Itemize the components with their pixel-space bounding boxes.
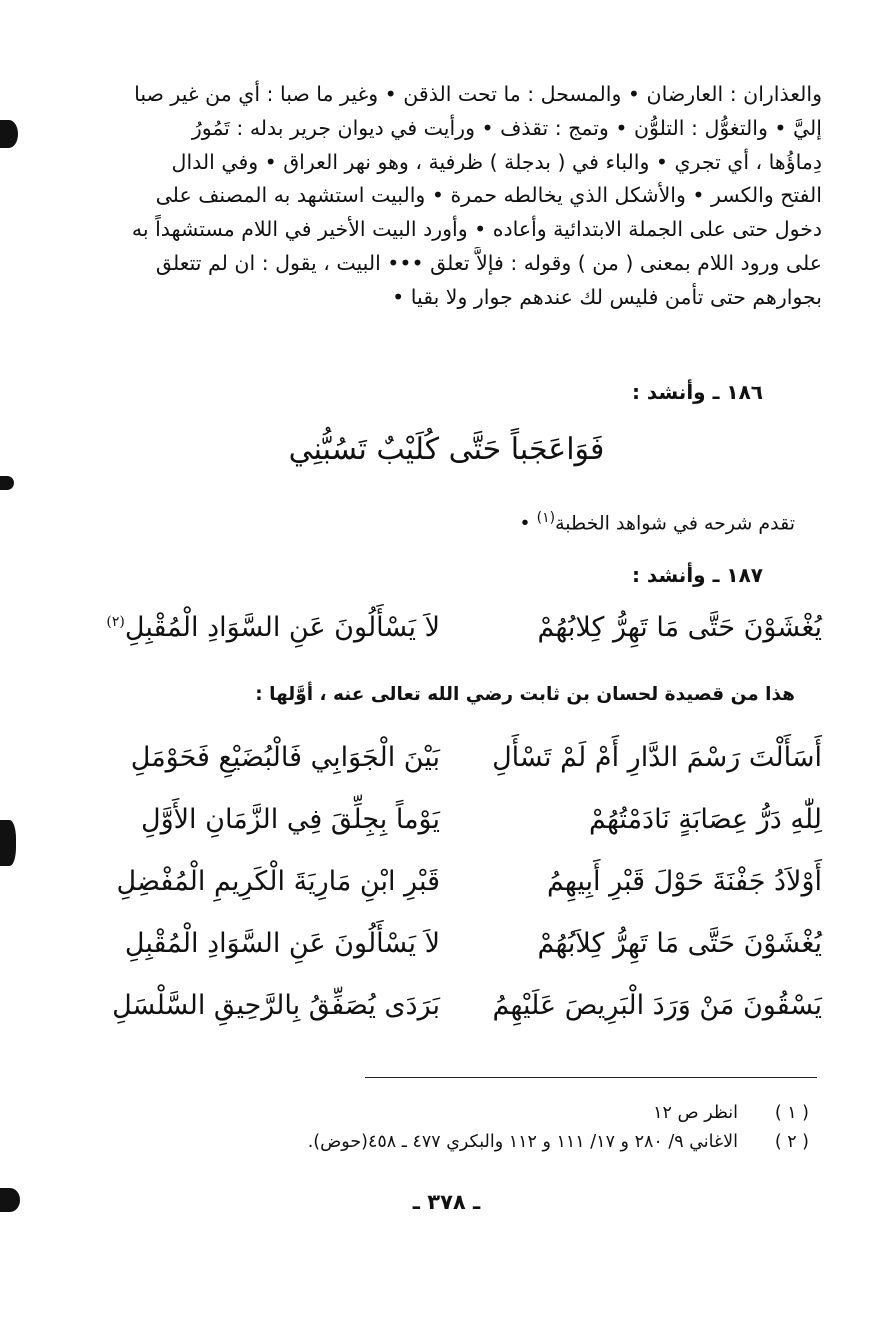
verse-second-text: لاَ يَسْأَلُونَ عَنِ السَّوَادِ الْمُقْبِلِ bbox=[124, 612, 440, 643]
poem-verse bbox=[70, 804, 822, 860]
paragraph-line: بجوارهم حتى تأمن فليس لك عندهم جوار ولا بقيا • bbox=[392, 284, 822, 309]
footnote-text: انظر ص ١٢ bbox=[653, 1103, 738, 1123]
footnote-text: الاغاني ٩/ ٢٨٠ و ١٧/ ١١١ و ١١٢ والبكري ٤٧٧ ـ ٤٥٨(حوض). bbox=[307, 1132, 738, 1152]
verse-first-hemistich: لِلّٰهِ دَرُّ عِصَابَةٍ نَادَمْتُهُمْ bbox=[589, 804, 822, 835]
verse-second-hemistich: لاَ يَسْأَلُونَ عَنِ السَّوَادِ الْمُقْبِلِ bbox=[124, 928, 440, 959]
paragraph-line: الفتح والكسر • والأشكل الذي يخالطه حمرة • والبيت استشهد به المصنف على bbox=[155, 183, 822, 208]
note-186 bbox=[519, 510, 795, 534]
verse-second-hemistich: قَبْرِ ابْنِ مَارِيَةَ الْكَرِيمِ الْمُفْضِلِ bbox=[116, 866, 440, 897]
verse-186: فَوَاعَجَباً حَتَّى كُلَيْبٌ تَسُبُّنِي bbox=[288, 432, 605, 467]
verse-187 bbox=[70, 612, 822, 668]
footnote-ref[interactable]: (٢) bbox=[106, 614, 125, 630]
entry-heading-187: ١٨٧ ـ وأنشد : bbox=[631, 563, 763, 587]
paragraph-line: دِماؤُها ، أي تجري • والباء في ( بدجلة ) ظرفية ، وهو نهر العراق • وفي الدال bbox=[171, 149, 822, 174]
scan-mark bbox=[0, 476, 14, 490]
footnote-divider bbox=[365, 1077, 817, 1078]
poem-intro: هذا من قصيدة لحسان بن ثابت رضي الله تعالى عنه ، أوَّلها : bbox=[255, 684, 795, 705]
paragraph-line: على ورود اللام بمعنى ( من ) وقوله : فإلاَّ تعلق ••• البيت ، يقول : ان لم تتعلق bbox=[155, 250, 822, 275]
paragraph-line: دخول حتى على الجملة الابتدائية وأعاده • وأورد البيت الأخير في اللام مستشهداً به bbox=[131, 217, 822, 242]
poem-verse bbox=[70, 990, 822, 1046]
poem-verse bbox=[70, 866, 822, 922]
footnote-number: ( ٢ ) bbox=[774, 1132, 809, 1152]
paragraph-line: إليَّ • والتغوُّل : التلوُّن • وتمج : تقذف • ورأيت في ديوان جرير بدله : تَمُورُ bbox=[191, 115, 822, 140]
poem-verse bbox=[70, 742, 822, 798]
verse-first-hemistich: أَسَأَلْتَ رَسْمَ الدَّارِ أَمْ لَمْ تَسْأَلِ bbox=[492, 742, 822, 773]
entry-heading-186: ١٨٦ ـ وأنشد : bbox=[631, 380, 763, 404]
verse-second-hemistich bbox=[70, 612, 440, 643]
poem-verse bbox=[70, 928, 822, 984]
page-number: ـ ٣٧٨ ـ bbox=[412, 1190, 481, 1214]
scan-mark bbox=[0, 120, 18, 148]
footnote-number: ( ١ ) bbox=[774, 1103, 809, 1123]
verse-first-hemistich: يُغْشَوْنَ حَتَّى مَا تَهِرُّ كِلابُهُمْ bbox=[537, 612, 822, 643]
verse-second-hemistich: بَيْنَ الْجَوَابِي فَالْبُضَيْعِ فَحَوْمَلِ bbox=[130, 742, 440, 773]
verse-second-hemistich: يَوْماً بِجِلِّقَ فِي الزَّمَانِ الأَوَّلِ bbox=[141, 804, 440, 835]
paragraph-line: والعذاران : العارضان • والمسحل : ما تحت الذقن • وغير ما صبا : أي من غير صبا bbox=[134, 82, 822, 106]
footnote-ref[interactable]: (١) bbox=[536, 510, 556, 526]
verse-first-hemistich: يَسْقُونَ مَنْ وَرَدَ الْبَرِيصَ عَلَيْهِمُ bbox=[492, 990, 822, 1021]
commentary-paragraph bbox=[62, 78, 822, 315]
note-text: تقدم شرحه في شواهد الخطبة bbox=[555, 512, 795, 535]
verse-first-hemistich: يُغْشَوْنَ حَتَّى مَا تَهِرُّ كِلاَبُهُمْ bbox=[537, 928, 822, 959]
verse-first-hemistich: أَوْلاَدُ جَفْنَةَ حَوْلَ قَبْرِ أَبِيهِمُ bbox=[546, 866, 822, 897]
note-end: • bbox=[519, 512, 537, 535]
scan-mark bbox=[0, 820, 16, 866]
verse-second-hemistich: بَرَدَى يُصَفِّقُ بِالرَّحِيقِ السَّلْسَلِ bbox=[112, 990, 440, 1021]
